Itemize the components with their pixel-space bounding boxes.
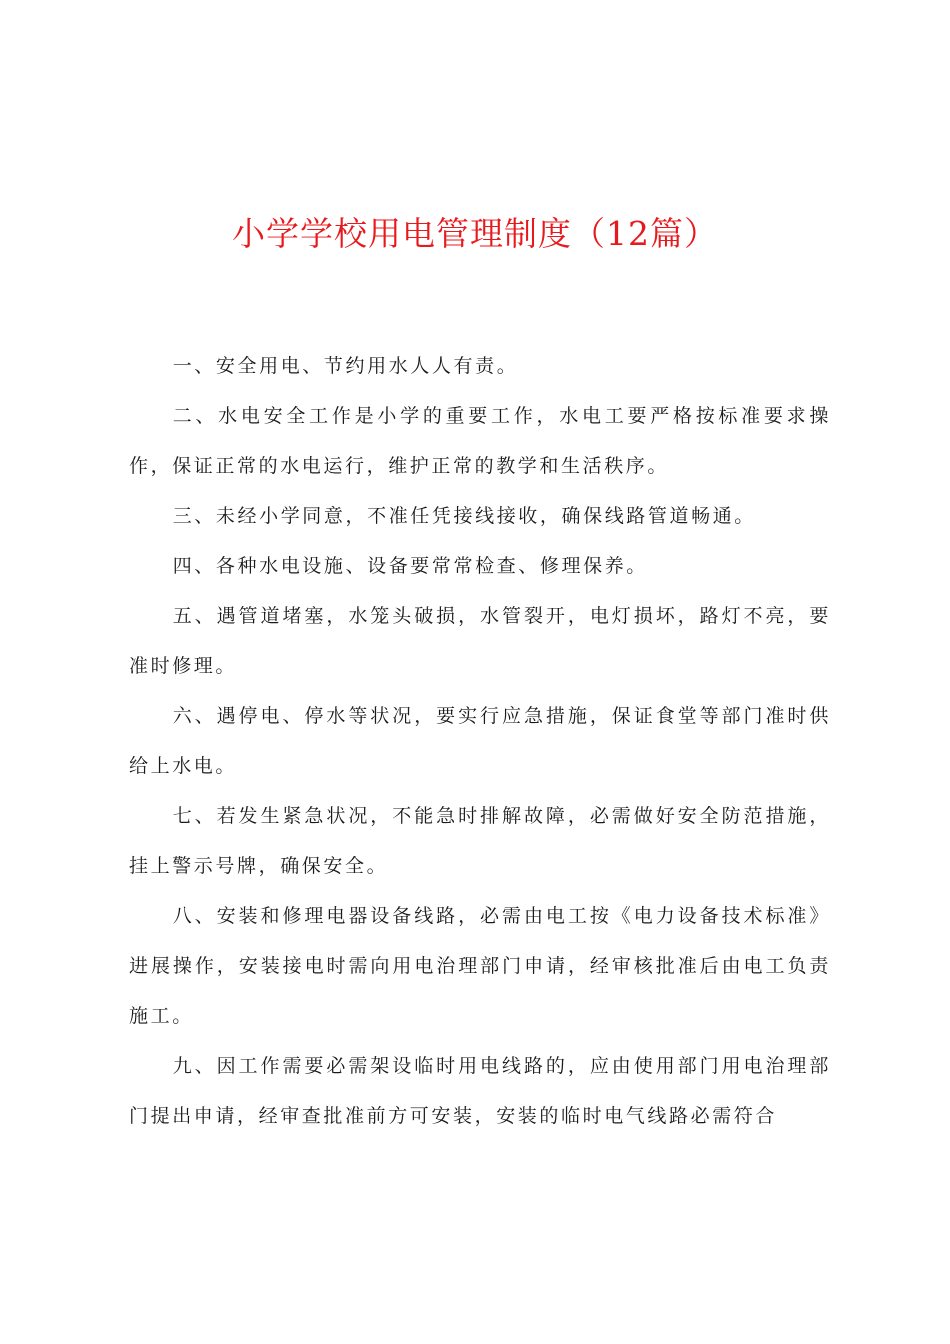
paragraph-2: 二、水电安全工作是小学的重要工作，水电工要严格按标准要求操作，保证正常的水电运行，维护正常的教学和生活秩序。	[129, 405, 831, 477]
paragraph-9: 九、因工作需要必需架设临时用电线路的，应由使用部门用电治理部门提出申请，经审查批准前方可安装，安装的临时电气线路必需符合	[129, 1055, 831, 1127]
paragraph-7: 七、若发生紧急状况，不能急时排解故障，必需做好安全防范措施，挂上警示号牌，确保安全。	[129, 805, 831, 877]
document-title: 小学学校用电管理制度（12篇）	[232, 214, 718, 253]
document-body	[129, 341, 831, 1141]
paragraph-8: 八、安装和修理电器设备线路，必需由电工按《电力设备技术标准》进展操作，安装接电时需向用电治理部门申请，经审核批准后由电工负责施工。	[129, 905, 831, 1027]
paragraph-5: 五、遇管道堵塞，水笼头破损，水管裂开，电灯损坏，路灯不亮，要准时修理。	[129, 605, 831, 677]
paragraph-1: 一、安全用电、节约用水人人有责。	[172, 355, 519, 377]
paragraph-3: 三、未经小学同意，不准任凭接线接收，确保线路管道畅通。	[172, 505, 756, 527]
paragraph-6: 六、遇停电、停水等状况，要实行应急措施，保证食堂等部门准时供给上水电。	[129, 705, 831, 777]
paragraph-4: 四、各种水电设施、设备要常常检查、修理保养。	[172, 555, 648, 577]
